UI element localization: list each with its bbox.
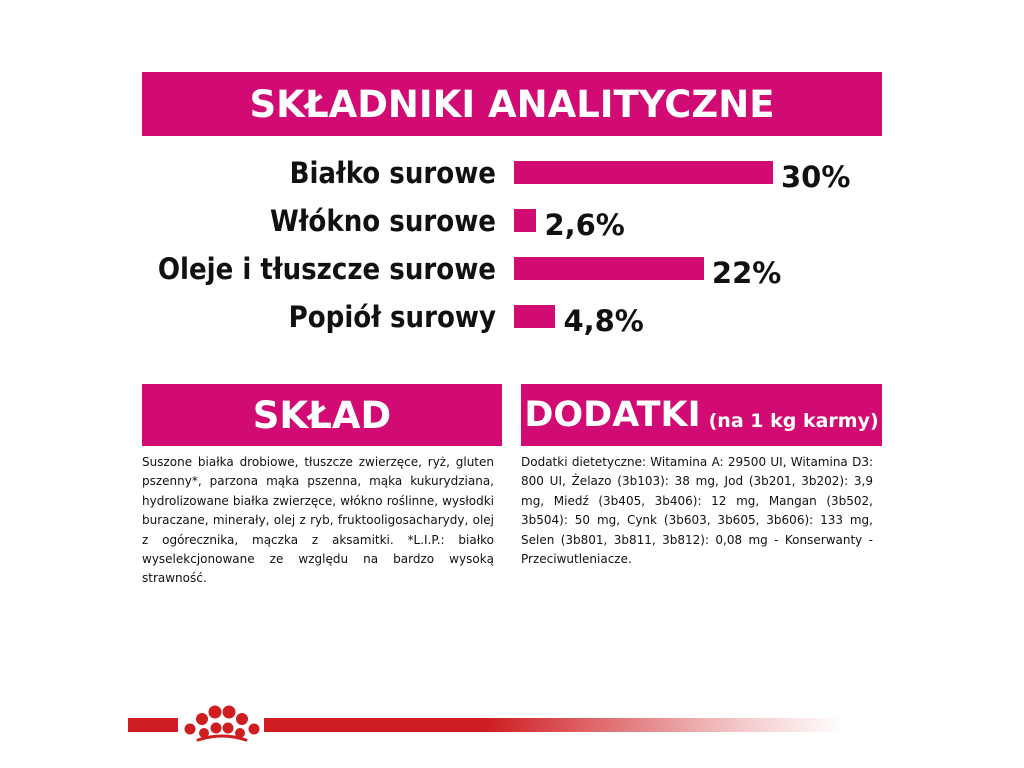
royal-canin-crown-icon	[178, 702, 264, 746]
nutrient-row-protein	[0, 153, 1024, 193]
nutrient-bar	[514, 161, 773, 184]
nutrient-value: 30%	[781, 160, 851, 194]
nutrient-bar	[514, 257, 704, 280]
additives-title: DODATKI	[524, 395, 701, 435]
nutrient-row-ash	[0, 297, 1024, 337]
additives-text: Dodatki dietetyczne: Witamina A: 29500 UI, Witamina D3: 800 UI, Żelazo (3b103): 38 mg, Jod (3b201, 3b202): 3,9 mg, Miedź (3b405, 3b406): 12 mg, Mangan (3b502, 3b504): 50 mg, Cynk (3b603, 3b605, 3b606): 133 mg, Selen (3b801, 3b811, 3b812): 0,08 mg - Konserwanty - Przeciwutleniacze.	[521, 455, 873, 567]
nutrient-row-fibre	[0, 201, 1024, 241]
nutrient-row-fat	[0, 249, 1024, 289]
nutrient-value: 22%	[711, 256, 782, 290]
composition-text: Suszone białka drobiowe, tłuszcze zwierzęce, ryż, gluten pszenny*, parzona mąka pszenna, mąka kukurydziana, hydrolizowane białka zwierzęce, włókno roślinne, wysłodki buraczane, minerały, olej z ryb, fruktooligosacharydy, olej z ogórecznika, mączka z aksamitki. *L.I.P.: białko wyselekcjonowane ze względu na bardzo wysoką strawność.	[142, 455, 494, 586]
nutrient-bar	[514, 209, 536, 232]
analytical-components-title: SKŁADNIKI ANALITYCZNE	[249, 82, 775, 126]
composition-header	[142, 384, 502, 446]
nutrient-label: Oleje i tłuszcze surowe	[157, 252, 496, 286]
composition-title: SKŁAD	[252, 393, 392, 437]
nutrient-value: 4,8%	[563, 304, 644, 338]
nutrient-label: Białko surowe	[289, 156, 496, 190]
nutrient-value: 2,6%	[544, 208, 625, 242]
analytical-components-header	[142, 72, 882, 136]
nutrient-bar	[514, 305, 555, 328]
additives-subtitle: (na 1 kg karmy)	[708, 410, 879, 432]
nutrient-label: Popiół surowy	[288, 300, 496, 334]
additives-header	[521, 384, 882, 446]
nutrient-label: Włókno surowe	[269, 204, 496, 238]
